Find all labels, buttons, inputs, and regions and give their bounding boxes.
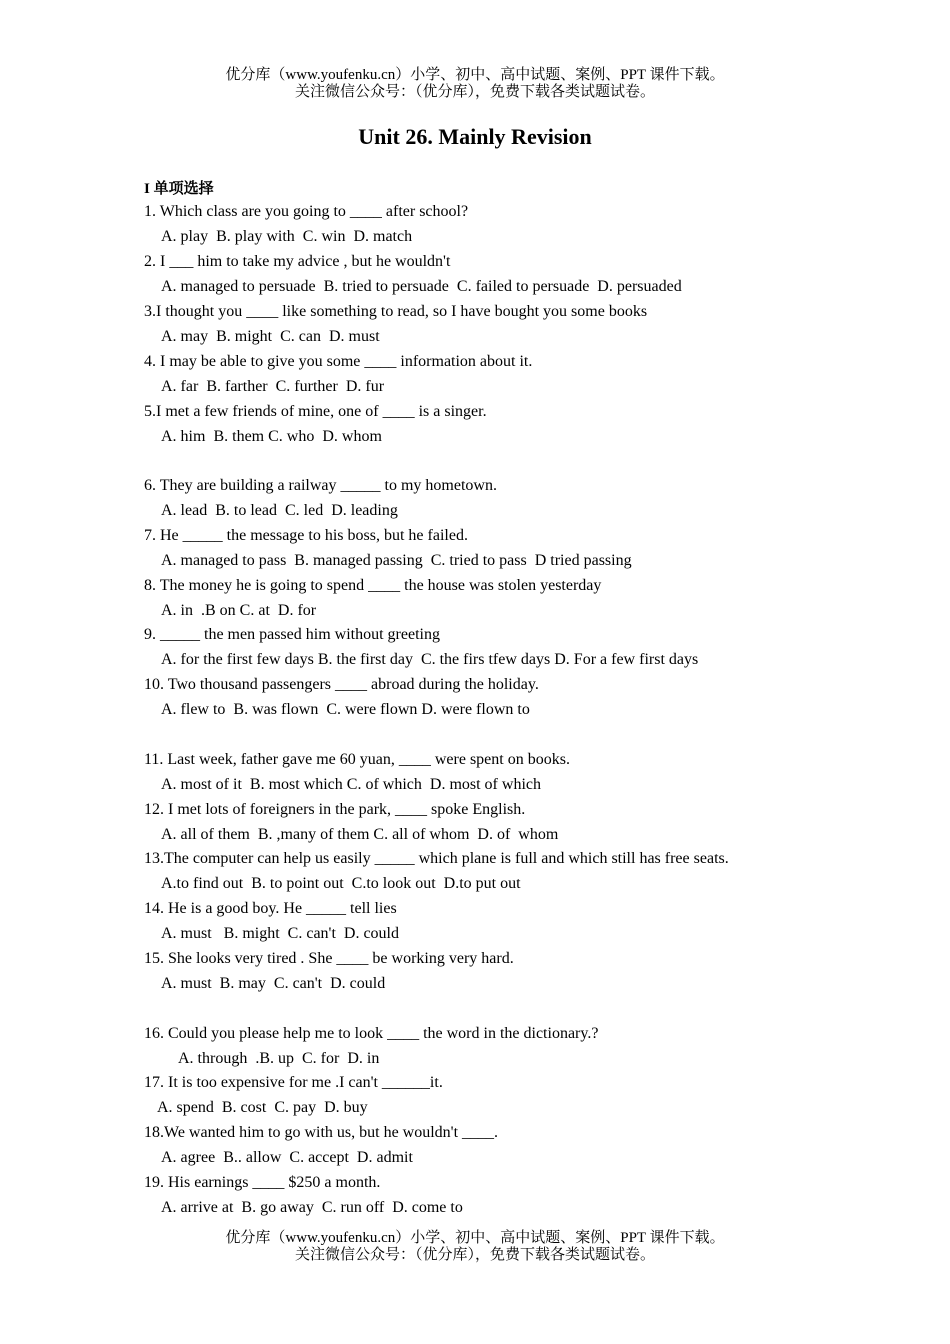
question-17: 17. It is too expensive for me .I can't ______it. [144,1074,443,1091]
options-13: A.to find out B. to point out C.to look out D.to put out [161,875,521,892]
question-19: 19. His earnings ____ $250 a month. [144,1174,381,1191]
header-line-2: 关注微信公众号：（优分库），免费下载各类试题试卷。 [294,84,655,100]
page-footer [0,1230,950,1264]
question-5: 5.I met a few friends of mine, one of ____ is a singer. [144,403,487,420]
footer-line-2: 关注微信公众号：（优分库），免费下载各类试题试卷。 [294,1247,655,1263]
options-15: A. must B. may C. can't D. could [161,975,386,992]
options-18: A. agree B.. allow C. accept D. admit [161,1149,413,1166]
question-18: 18.We wanted him to go with us, but he wouldn't ____. [144,1124,499,1141]
options-2: A. managed to persuade B. tried to persuade C. failed to persuade D. persuaded [161,278,682,295]
question-2: 2. I ___ him to take my advice , but he wouldn't [144,253,451,270]
options-9: A. for the first few days B. the first day C. the firs tfew days D. For a few first days [161,651,699,668]
options-14: A. must B. might C. can't D. could [161,925,399,942]
question-6: 6. They are building a railway _____ to my hometown. [144,477,497,494]
question-7: 7. He _____ the message to his boss, but he failed. [144,527,468,544]
options-8: A. in .B on C. at D. for [161,602,317,619]
question-4: 4. I may be able to give you some ____ information about it. [144,353,533,370]
options-19: A. arrive at B. go away C. run off D. come to [161,1199,463,1216]
question-14: 14. He is a good boy. He _____ tell lies [144,900,397,917]
options-5: A. him B. them C. who D. whom [161,428,382,445]
options-16: A. through .B. up C. for D. in [178,1050,380,1067]
options-6: A. lead B. to lead C. led D. leading [161,502,398,519]
footer-line-1: 优分库（www.youfenku.cn）小学、初中、高中试题、案例、PPT 课件下载。 [225,1230,725,1246]
page-header [0,67,950,101]
section-heading: I 单项选择 [144,181,214,197]
question-1: 1. Which class are you going to ____ after school? [144,203,469,220]
question-11: 11. Last week, father gave me 60 yuan, ____ were spent on books. [144,751,570,768]
question-16: 16. Could you please help me to look ____ the word in the dictionary.? [144,1025,599,1042]
options-7: A. managed to pass B. managed passing C. tried to pass D tried passing [161,552,632,569]
options-17: A. spend B. cost C. pay D. buy [157,1099,368,1116]
question-9: 9. _____ the men passed him without greeting [144,626,440,643]
question-10: 10. Two thousand passengers ____ abroad during the holiday. [144,676,539,693]
options-4: A. far B. farther C. further D. fur [161,378,385,395]
question-3: 3.I thought you ____ like something to read, so I have bought you some books [144,303,648,320]
question-15: 15. She looks very tired . She ____ be working very hard. [144,950,514,967]
question-8: 8. The money he is going to spend ____ the house was stolen yesterday [144,577,602,594]
question-13: 13.The computer can help us easily _____ which plane is full and which still has free seats. [144,850,729,867]
options-3: A. may B. might C. can D. must [161,328,380,345]
page-title: Unit 26. Mainly Revision [358,124,592,149]
header-line-1: 优分库（www.youfenku.cn）小学、初中、高中试题、案例、PPT 课件下载。 [225,67,725,83]
options-10: A. flew to B. was flown C. were flown D. were flown to [161,701,530,718]
options-1: A. play B. play with C. win D. match [161,228,413,245]
question-12: 12. I met lots of foreigners in the park, ____ spoke English. [144,801,526,818]
options-12: A. all of them B. ,many of them C. all of whom D. of whom [161,826,559,843]
options-11: A. most of it B. most which C. of which D. most of which [161,776,541,793]
